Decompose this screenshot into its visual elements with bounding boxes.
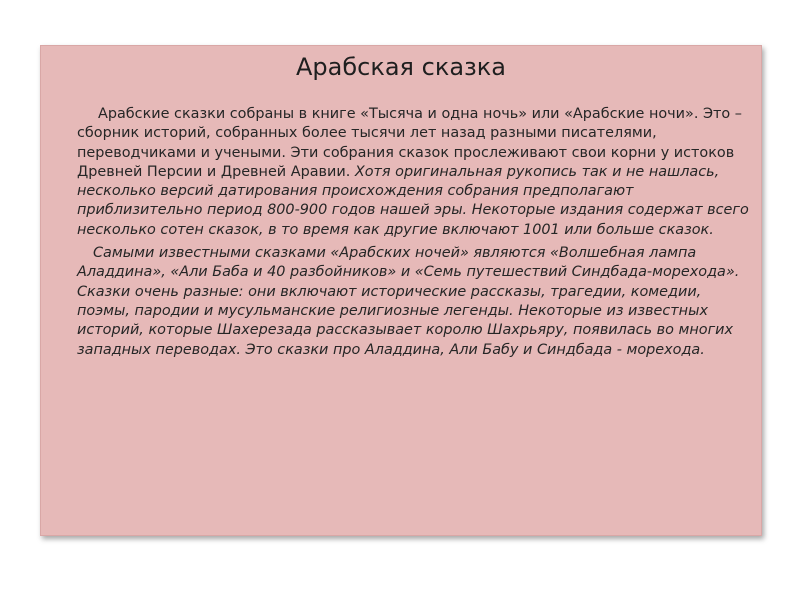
paragraph-1 (77, 105, 751, 240)
paragraph-2-italic-text: Самыми известными сказками «Арабских ночей» являются «Волшебная лампа Аладдина», «Али Баба и 40 разбойников» и «Семь путешествий Синдбада-морехода». Сказки очень разные: они включают исторические рассказы, трагедии, комедии, поэмы, пародии и мусульманские религиозные легенды. Некоторые из известных историй, которые Шахерезада рассказывает королю Шахрьяру, появилась во многих западных переводах. Это сказки про Аладдина, Али Бабу и Синдбада - морехода. (77, 245, 740, 358)
slide-title: Арабская сказка (296, 53, 506, 81)
slide-body (77, 105, 751, 360)
paragraph-2 (77, 244, 751, 360)
paragraph-1-normal-text: Арабские сказки собраны в книге «Тысяча и одна ночь» или «Арабские ночи». Это – сборник историй, собранных более тысячи лет назад разными писателями, переводчиками и учеными. Эти собрания сказок прослеживают свои корни у истоков Древней Персии и Древней Аравии. (77, 106, 742, 180)
paragraph-1-italic-text: Хотя оригинальная рукопись так и не нашлась, несколько версий датирования происхождения собрания предполагают приблизительно период 800-900 годов нашей эры. Некоторые издания содержат всего несколько сотен сказок, в то время как другие включают 1001 или больше сказок. (77, 163, 749, 238)
text-card (40, 45, 762, 536)
